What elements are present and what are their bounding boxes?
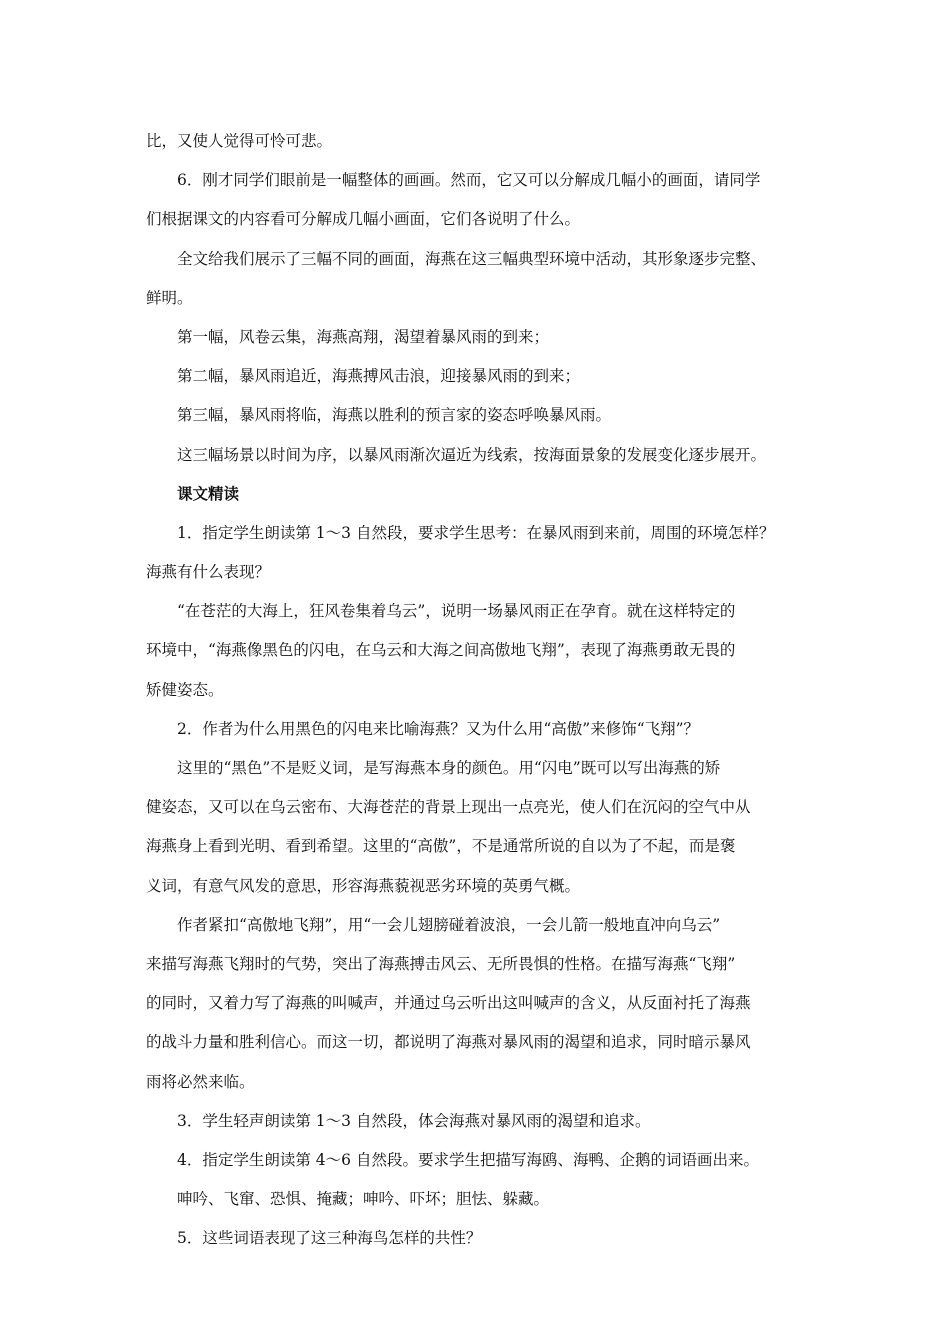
text-line: 海燕身上看到光明、看到希望。这里的“高傲”，不是通常所说的自以为了不起，而是褒 — [146, 837, 736, 856]
document-body — [146, 122, 826, 1258]
text-line: 比，又使人觉得可怜可悲。 — [146, 132, 333, 150]
paragraph-start: “在苍茫的大海上，狂风卷集着乌云”，说明一场暴风雨正在孕育。就在这样特定的 — [177, 602, 736, 621]
section-heading: 课文精读 — [177, 484, 240, 503]
paragraph-start: 这里的“黑色”不是贬义词，是写海燕本身的颜色。用“闪电”既可以写出海燕的矫 — [177, 759, 721, 777]
question-2: 2．作者为什么用黑色的闪电来比喻海燕？又为什么用“高傲”来修饰“飞翔”？ — [177, 719, 700, 738]
question-3: 3．学生轻声朗读第 1～3 自然段，体会海燕对暴风雨的渴望和追求。 — [177, 1111, 651, 1130]
scene-two-line: 第二幅，暴风雨追近，海燕搏风击浪，迎接暴风雨的到来； — [177, 367, 581, 386]
paragraph-start: 全文给我们展示了三幅不同的画面，海燕在这三幅典型环境中活动，其形象逐步完整、 — [177, 249, 767, 268]
text-line: 的战斗力量和胜利信心。而这一切，都说明了海燕对暴风雨的渴望和追求，同时暗示暴风 — [146, 1033, 751, 1052]
scene-one-line: 第一幅，风卷云集，海燕高翔，渴望着暴风雨的到来； — [177, 327, 550, 346]
text-line: 义词，有意气风发的意思，形容海燕藐视恶劣环境的英勇气概。 — [146, 876, 581, 895]
paragraph-start: 这三幅场景以时间为序，以暴风雨渐次逼近为线索，按海面景象的发展变化逐步展开。 — [177, 445, 767, 464]
scene-three-line: 第三幅，暴风雨将临，海燕以胜利的预言家的姿态呼唤暴风雨。 — [177, 406, 612, 425]
question-1: 1．指定学生朗读第 1～3 自然段，要求学生思考：在暴风雨到来前，周围的环境怎样？ — [177, 523, 775, 542]
text-line: 鲜明。 — [146, 288, 193, 307]
question-5: 5．这些词语表现了这三种海鸟怎样的共性？ — [177, 1229, 482, 1248]
text-line: 雨将必然来临。 — [146, 1072, 255, 1091]
question-4: 4．指定学生朗读第 4～6 自然段。要求学生把描写海鸥、海鸭、企鹅的词语画出来。 — [177, 1150, 759, 1169]
text-line: 们根据课文的内容看可分解成几幅小画面，它们各说明了什么。 — [146, 210, 581, 229]
text-line: 的同时，又着力写了海燕的叫喊声，并通过乌云听出这叫喊声的含义，从反面衬托了海燕 — [146, 994, 751, 1013]
paragraph-item-6: 6．刚才同学们眼前是一幅整体的画画。然而，它又可以分解成几幅小的画面，请同学 — [177, 171, 761, 190]
word-list: 呻吟、飞窜、恐惧、掩藏；呻吟、吓坏；胆怯、躲藏。 — [177, 1190, 550, 1209]
text-line: 来描写海燕飞翔时的气势，突出了海燕搏击风云、无所畏惧的性格。在描写海燕“飞翔” — [146, 954, 736, 973]
text-line: 矫健姿态。 — [146, 680, 224, 699]
text-line: 海燕有什么表现？ — [146, 563, 271, 582]
paragraph-start: 作者紧扣“高傲地飞翔”，用“一会儿翅膀碰着波浪，一会儿箭一般地直冲向乌云” — [177, 915, 721, 934]
text-line: 环境中，“海燕像黑色的闪电，在乌云和大海之间高傲地飞翔”，表现了海燕勇敢无畏的 — [146, 641, 736, 660]
text-line: 健姿态，又可以在乌云密布、大海苍茫的背景上现出一点亮光，使人们在沉闷的空气中从 — [146, 798, 751, 817]
